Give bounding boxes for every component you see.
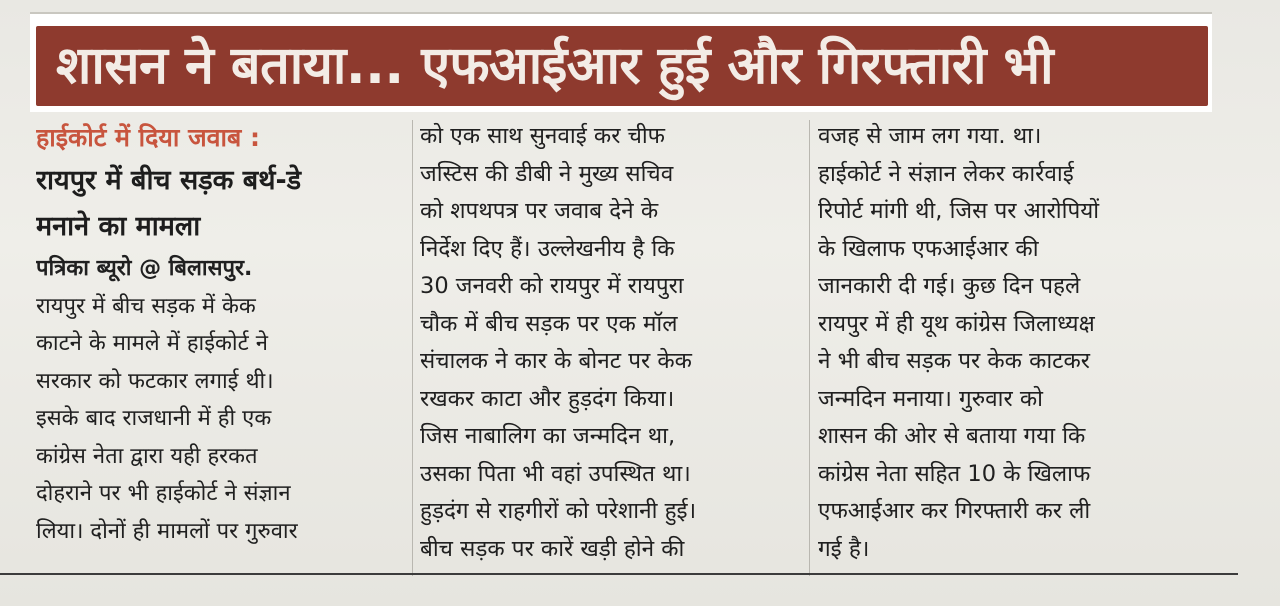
subheadline-line: रायपुर में बीच सड़क बर्थ-डे xyxy=(36,165,302,196)
body-line: को शपथपत्र पर जवाब देने के xyxy=(420,198,659,224)
bottom-rule xyxy=(0,573,1238,575)
body-line: रखकर काटा और हुड़दंग किया। xyxy=(420,385,675,412)
column-divider xyxy=(412,120,413,576)
body-line: एफआईआर कर गिरफ्तारी कर ली xyxy=(818,498,1091,524)
body-line: दोहराने पर भी हाईकोर्ट ने संज्ञान xyxy=(36,481,291,506)
body-line: काटने के मामले में हाईकोर्ट ने xyxy=(36,331,268,356)
body-line: शासन की ओर से बताया गया कि xyxy=(818,423,1086,449)
article-column-2 xyxy=(420,118,800,568)
article-column-3 xyxy=(818,118,1198,568)
body-line: हुड़दंग से राहगीरों को परेशानी हुई। xyxy=(420,498,697,524)
body-line: कांग्रेस नेता सहित 10 के खिलाफ xyxy=(818,460,1091,487)
body-line: कांग्रेस नेता द्वारा यही हरकत xyxy=(36,443,258,469)
body-line: रिपोर्ट मांगी थी, जिस पर आरोपियों xyxy=(818,198,1100,224)
body-line: इसके बाद राजधानी में ही एक xyxy=(36,406,272,431)
body-line: जिस नाबालिग का जन्मदिन था, xyxy=(420,423,676,449)
body-line: लिया। दोनों ही मामलों पर गुरुवार xyxy=(36,518,298,544)
body-line: संचालक ने कार के बोनट पर केक xyxy=(420,348,692,374)
article-column-1 xyxy=(36,118,406,550)
body-line: रायपुर में बीच सड़क में केक xyxy=(36,293,256,319)
body-line: को एक साथ सुनवाई कर चीफ xyxy=(420,123,666,149)
body-line: ने भी बीच सड़क पर केक काटकर xyxy=(818,348,1091,374)
byline: पत्रिका ब्यूरो @ बिलासपुर. xyxy=(36,256,253,281)
body-line: बीच सड़क पर कारें खड़ी होने की xyxy=(420,535,685,562)
body-line: 30 जनवरी को रायपुर में रायपुरा xyxy=(420,273,684,299)
subheadline-line: मनाने का मामला xyxy=(36,211,201,242)
body-line: गई है। xyxy=(818,535,870,562)
body-line: रायपुर में ही यूथ कांग्रेस जिलाध्यक्ष xyxy=(818,310,1095,337)
body-line: वजह से जाम लग गया. था। xyxy=(818,123,1042,149)
kicker: हाईकोर्ट में दिया जवाब : xyxy=(36,123,260,152)
headline-bar xyxy=(36,26,1208,106)
body-line: उसका पिता भी वहां उपस्थित था। xyxy=(420,460,691,487)
body-line: जानकारी दी गई। कुछ दिन पहले xyxy=(818,273,1081,299)
body-line: चौक में बीच सड़क पर एक मॉल xyxy=(420,310,678,337)
body-line: के खिलाफ एफआईआर की xyxy=(818,235,1039,262)
body-line: सरकार को फटकार लगाई थी। xyxy=(36,368,274,394)
body-line: जस्टिस की डीबी ने मुख्य सचिव xyxy=(420,160,674,187)
body-line: हाईकोर्ट ने संज्ञान लेकर कार्रवाई xyxy=(818,160,1074,187)
headline: शासन ने बताया... एफआईआर हुई और गिरफ्तारी भी xyxy=(56,36,1054,96)
body-line: निर्देश दिए हैं। उल्लेखनीय है कि xyxy=(420,235,675,262)
column-divider xyxy=(809,120,810,576)
body-line: जन्मदिन मनाया। गुरुवार को xyxy=(818,385,1043,412)
